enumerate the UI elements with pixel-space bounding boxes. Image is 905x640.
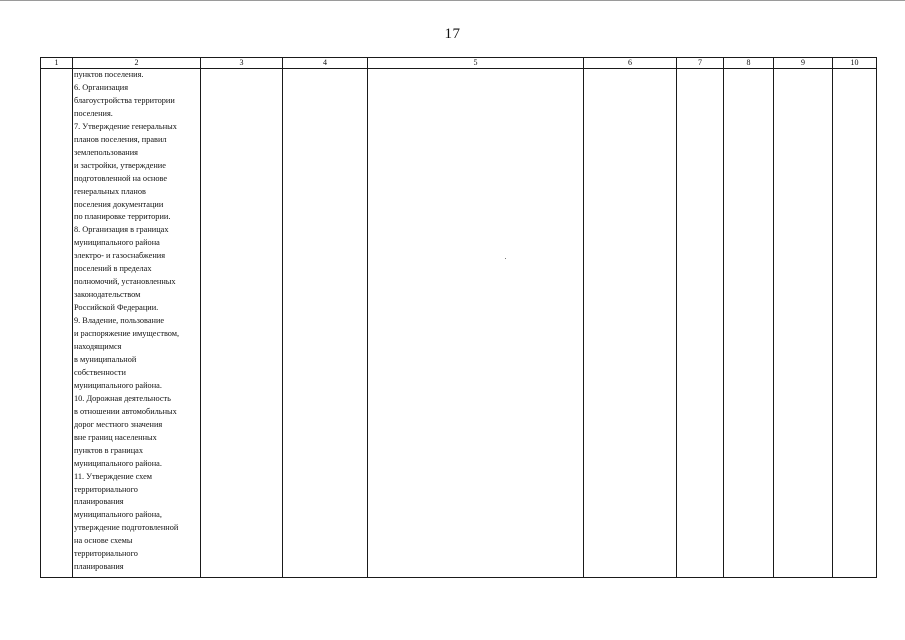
text-line: и распоряжение имуществом,: [74, 329, 180, 339]
text-line: 11. Утверждение схем: [74, 471, 153, 481]
text-line: дорог местного значения: [74, 419, 163, 429]
text-line: пунктов в границах: [74, 445, 143, 455]
text-line: пунктов поселения.: [74, 70, 144, 79]
text-line: муниципального района: [74, 238, 160, 248]
column-number-9: 9: [774, 58, 833, 69]
cell-col-3: [201, 69, 283, 578]
text-line: на основе схемы: [74, 536, 133, 546]
text-line: собственности: [74, 367, 126, 377]
scan-speck: [505, 258, 506, 259]
text-line: муниципального района,: [74, 510, 162, 520]
page-number: 17: [444, 26, 461, 42]
text-line: подготовленной на основе: [74, 173, 168, 183]
text-line: Российской Федерации.: [74, 303, 159, 313]
text-line: землепользования: [74, 147, 139, 157]
column-number-7: 7: [677, 58, 724, 69]
column-number-2: 2: [73, 58, 201, 69]
cell-col-9: [774, 69, 833, 578]
document-table: [40, 57, 877, 578]
text-line: планирования: [74, 497, 124, 507]
column-number-row: [41, 58, 877, 69]
text-line: поселения.: [74, 108, 113, 118]
column-number-6: 6: [584, 58, 677, 69]
text-line: поселений в пределах: [74, 264, 152, 274]
cell-col-5: [368, 69, 584, 578]
cell-col-1: [41, 69, 73, 578]
column-number-5: 5: [368, 58, 584, 69]
cell-col-6: [584, 69, 677, 578]
text-line: утверждение подготовленной: [74, 523, 179, 533]
cell-col-2-powers-text: [73, 69, 201, 578]
text-line: муниципального района.: [74, 458, 162, 468]
column-number-10: 10: [833, 58, 877, 69]
column-number-1: 1: [41, 58, 73, 69]
text-line: территориального: [74, 549, 138, 559]
text-line: полномочий, установленных: [74, 277, 176, 287]
cell-col-7: [677, 69, 724, 578]
text-line: вне границ населенных: [74, 432, 157, 442]
cell-col-10: [833, 69, 877, 578]
text-line: 10. Дорожная деятельность: [74, 393, 171, 403]
text-line: поселения документации: [74, 199, 164, 209]
text-line: в муниципальной: [74, 354, 137, 364]
text-line: и застройки, утверждение: [74, 160, 166, 170]
column-number-3: 3: [201, 58, 283, 69]
cell-col-8: [724, 69, 774, 578]
text-line: 8. Организация в границах: [74, 225, 169, 235]
page-top-rule: [0, 0, 905, 1]
text-line: планирования: [74, 562, 124, 572]
column-number-4: 4: [283, 58, 368, 69]
text-line: 7. Утверждение генеральных: [74, 121, 177, 131]
text-line: 9. Владение, пользование: [74, 316, 165, 326]
text-line: электро- и газоснабжения: [74, 251, 166, 261]
text-line: по планировке территории.: [74, 212, 171, 222]
text-line: планов поселения, правил: [74, 134, 167, 144]
text-line: законодательством: [74, 290, 141, 300]
text-line: генеральных планов: [74, 186, 146, 196]
text-line: находящимся: [74, 342, 122, 352]
cell-col-4: [283, 69, 368, 578]
text-line: территориального: [74, 484, 138, 494]
text-line: благоустройства территории: [74, 95, 175, 105]
text-line: 6. Организация: [74, 82, 129, 92]
table-row: [41, 69, 877, 578]
text-line: муниципального района.: [74, 380, 162, 390]
text-line: в отношении автомобильных: [74, 406, 177, 416]
column-number-8: 8: [724, 58, 774, 69]
